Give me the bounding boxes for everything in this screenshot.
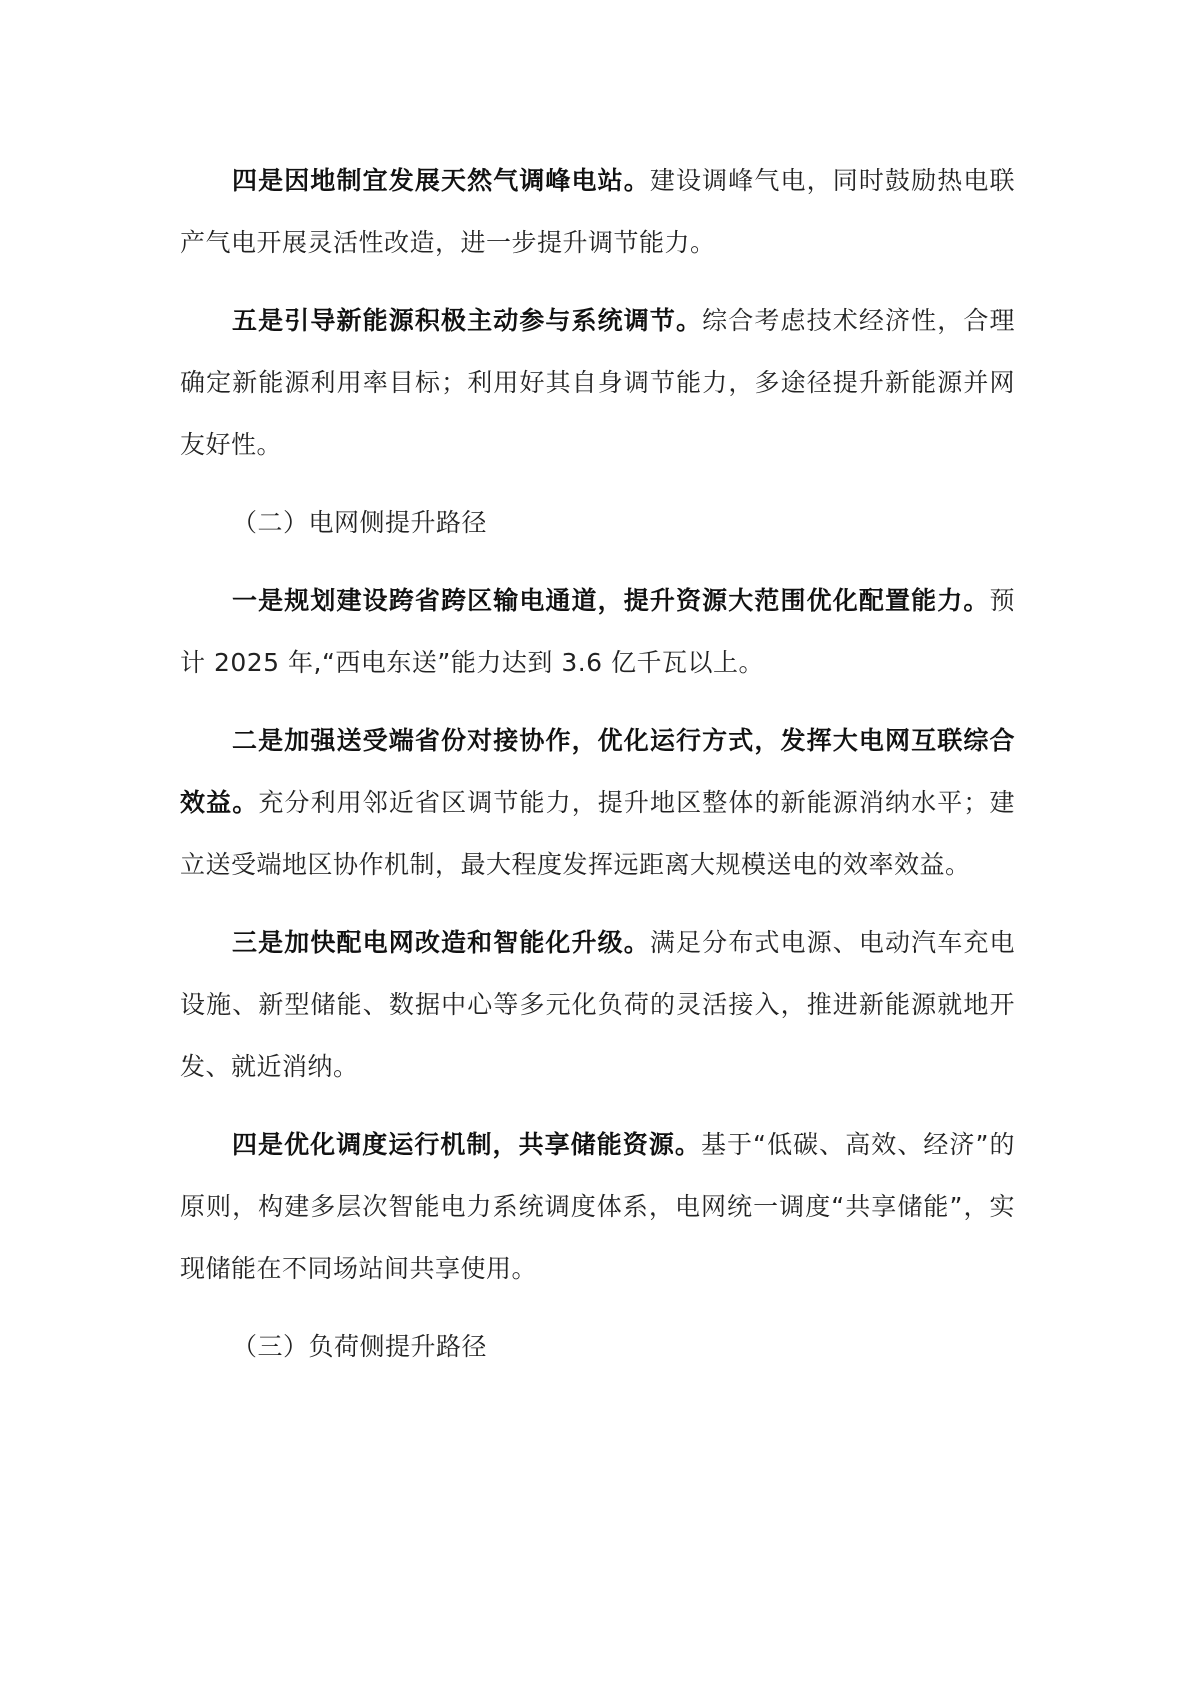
paragraph-body: 基于“低碳、高效、经济”的原则，构建多层次智能电力系统调度体系，电网统一调度“共享储能”，实现储能在不同场站间共享使用。 <box>180 1130 1015 1283</box>
section-heading-load-side <box>180 1316 1015 1378</box>
document-page <box>180 150 1015 1378</box>
paragraph-lead: 三是加快配电网改造和智能化升级。 <box>232 928 650 957</box>
paragraph-dispatch-storage <box>180 1114 1015 1300</box>
paragraph-gas-peaking <box>180 150 1015 274</box>
paragraph-province-coordination <box>180 710 1015 896</box>
paragraph-body: 预计 2025 年,“西电东送”能力达到 3.6 亿千瓦以上。 <box>180 586 1015 677</box>
paragraph-body: 充分利用邻近省区调节能力，提升地区整体的新能源消纳水平；建立送受端地区协作机制，最大程度发挥远距离大规模送电的效率效益。 <box>180 788 1015 879</box>
paragraph-lead: 一是规划建设跨省跨区输电通道，提升资源大范围优化配置能力。 <box>232 586 990 615</box>
paragraph-new-energy-regulation <box>180 290 1015 476</box>
paragraph-body: 建设调峰气电，同时鼓励热电联产气电开展灵活性改造，进一步提升调节能力。 <box>180 166 1015 257</box>
paragraph-lead: 四是因地制宜发展天然气调峰电站。 <box>232 166 650 195</box>
section-heading-text: （三）负荷侧提升路径 <box>232 1332 488 1361</box>
section-heading-grid-side <box>180 492 1015 554</box>
paragraph-lead: 二是加强送受端省份对接协作，优化运行方式，发挥大电网互联综合效益。 <box>180 726 1015 817</box>
paragraph-body: 满足分布式电源、电动汽车充电设施、新型储能、数据中心等多元化负荷的灵活接入，推进新能源就地开发、就近消纳。 <box>180 928 1015 1081</box>
paragraph-transmission-channels <box>180 570 1015 694</box>
paragraph-lead: 五是引导新能源积极主动参与系统调节。 <box>232 306 703 335</box>
paragraph-body: 综合考虑技术经济性，合理确定新能源利用率目标；利用好其自身调节能力，多途径提升新能源并网友好性。 <box>180 306 1015 459</box>
paragraph-lead: 四是优化调度运行机制，共享储能资源。 <box>232 1130 701 1159</box>
paragraph-distribution-upgrade <box>180 912 1015 1098</box>
section-heading-text: （二）电网侧提升路径 <box>232 508 488 537</box>
